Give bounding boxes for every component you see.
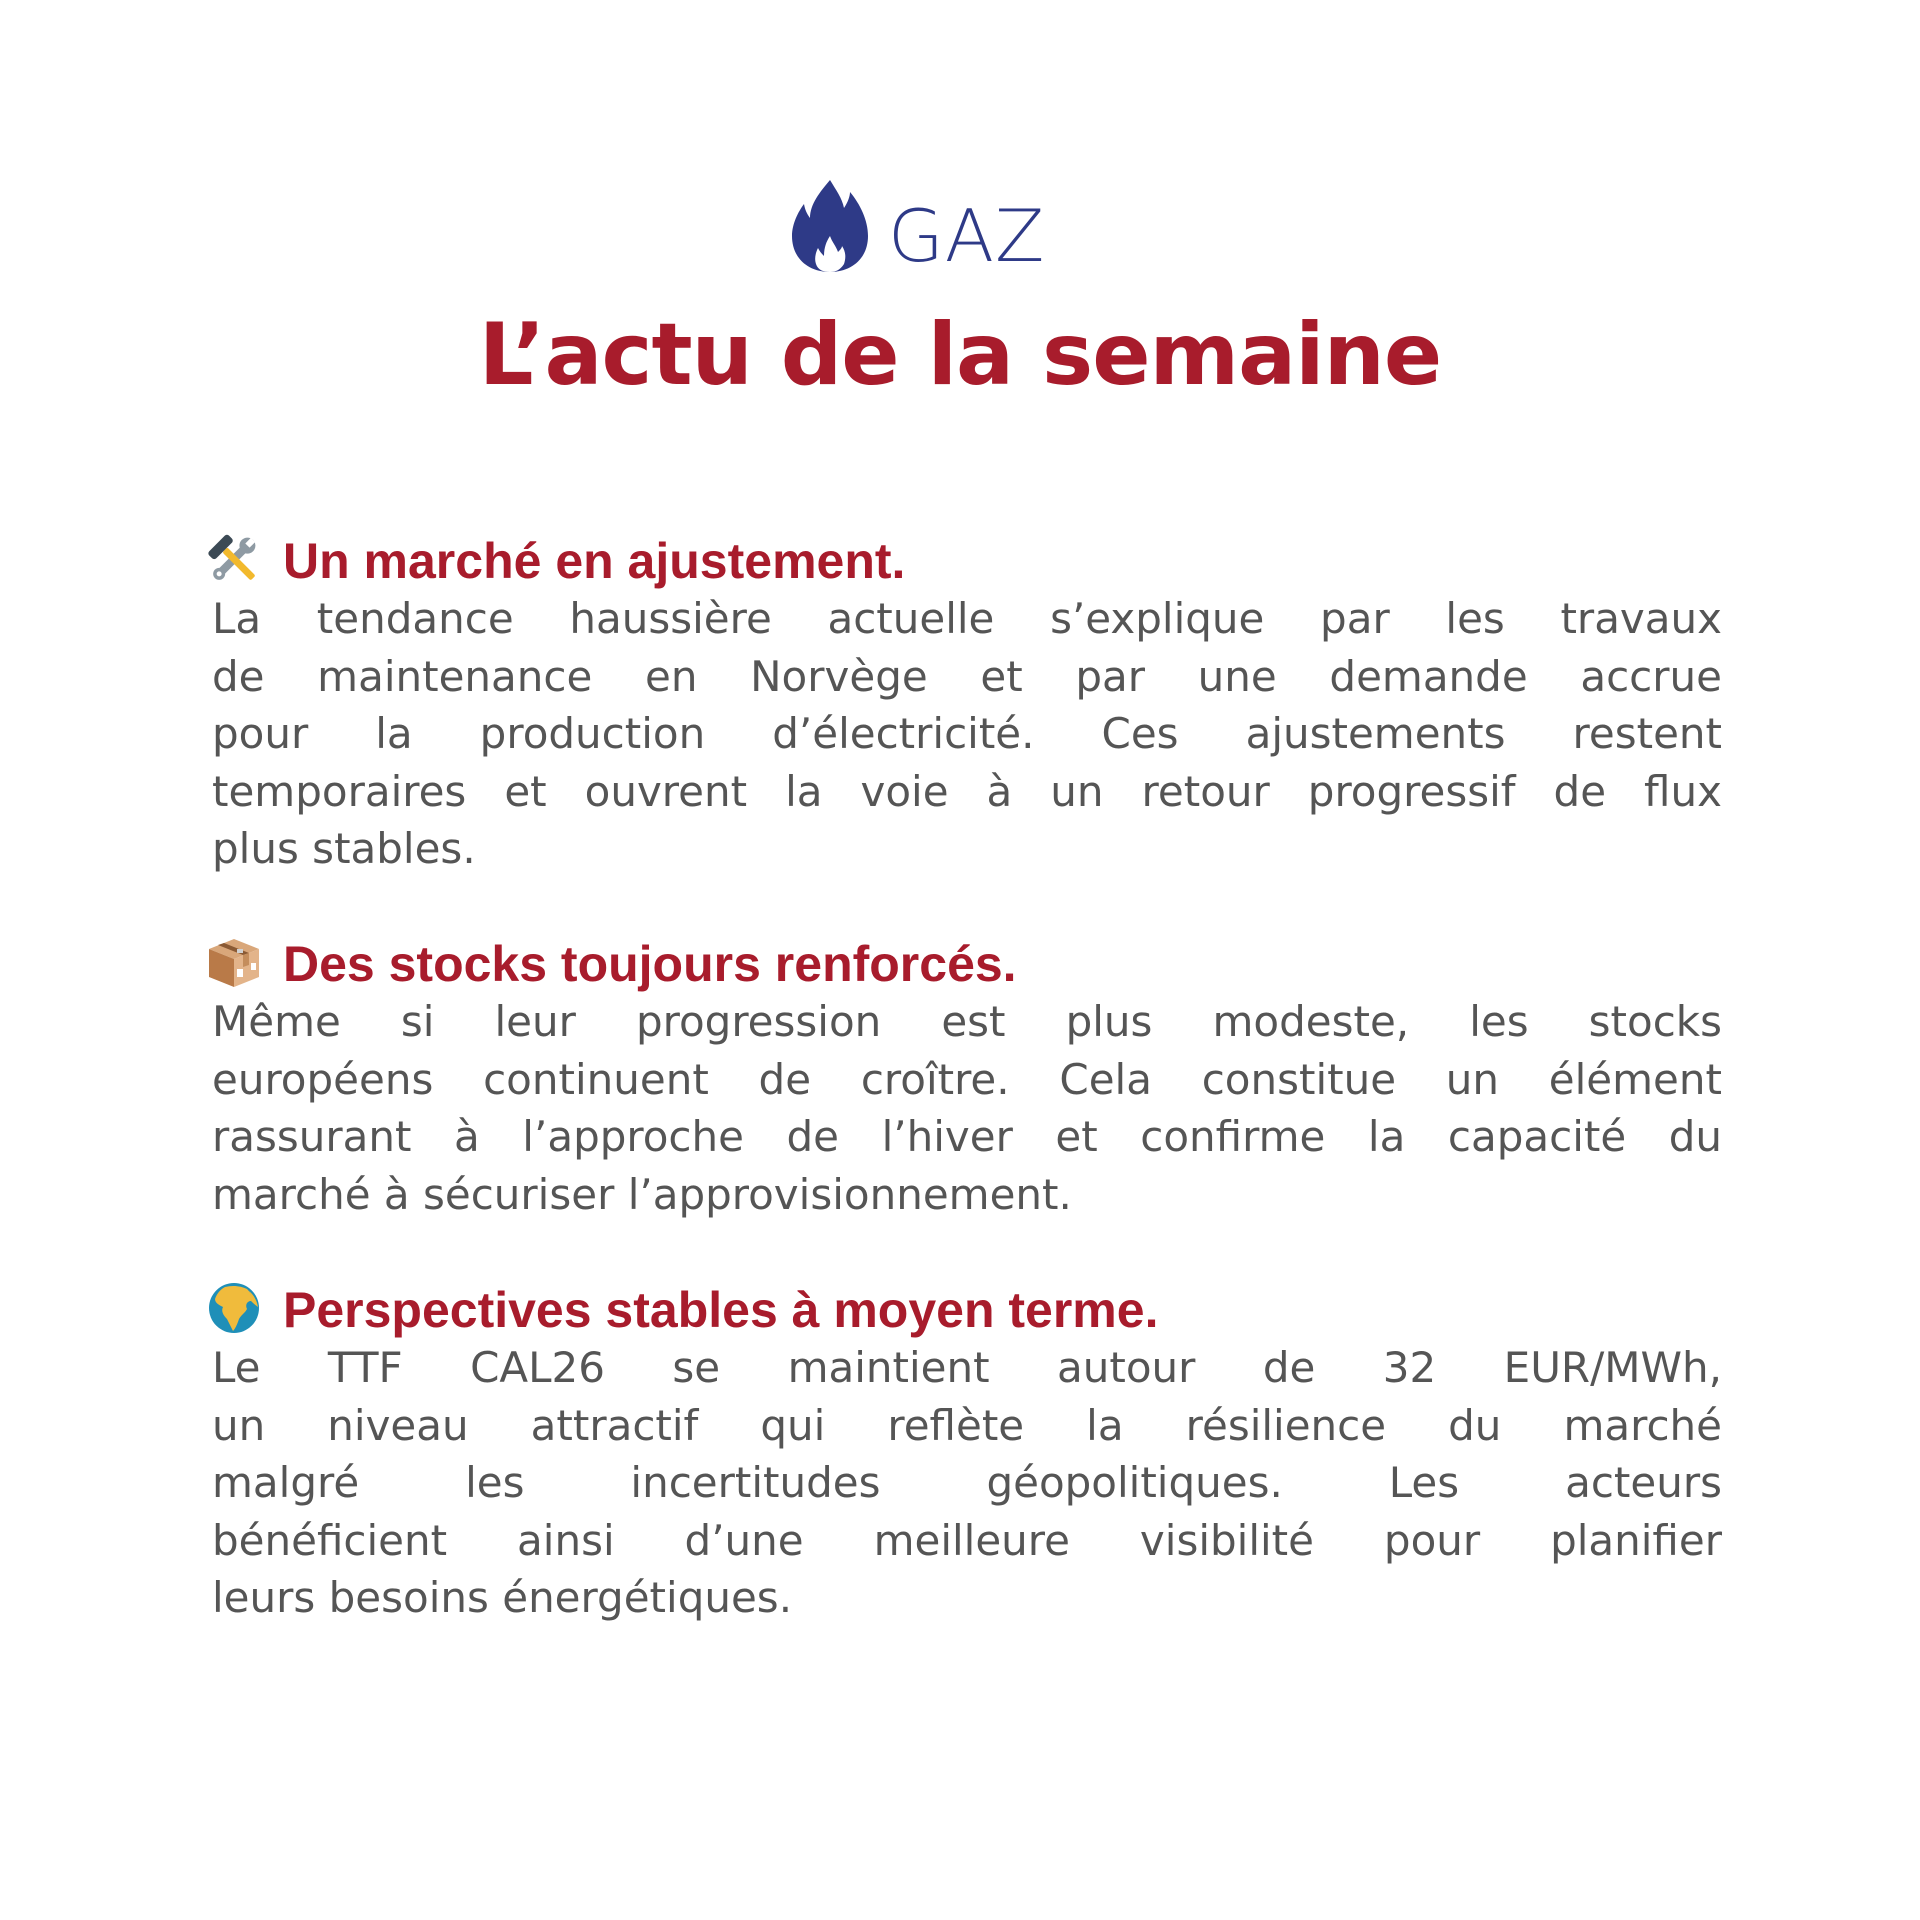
body-line: plus stables. bbox=[212, 824, 476, 873]
body-line: La tendance haussière actuelle s’explique par les travaux bbox=[212, 594, 1722, 643]
body-line: européens continuent de croître. Cela constitue un élément bbox=[212, 1054, 1722, 1104]
section-outlook bbox=[207, 1281, 1722, 1627]
body-line: marché à sécuriser l’approvisionnement. bbox=[212, 1169, 1072, 1219]
body-line: rassurant à l’approche de l’hiver et confirme la capacité du bbox=[212, 1112, 1722, 1161]
section-heading bbox=[207, 532, 1722, 590]
section-heading bbox=[207, 935, 1722, 993]
page-title: L’actu de la semaine bbox=[478, 305, 1442, 405]
body-line: temporaires et ouvrent la voie à un retour progressif de flux bbox=[212, 766, 1722, 816]
flame-icon bbox=[790, 180, 870, 274]
body-line: Le TTF CAL26 se maintient autour de 32 EUR/MWh, bbox=[212, 1343, 1722, 1392]
body-line: bénéficient ainsi d’une meilleure visibilité pour planifier bbox=[212, 1515, 1722, 1565]
body-line: malgré les incertitudes géopolitiques. Les acteurs bbox=[212, 1458, 1722, 1507]
section-title: Un marché en ajustement. bbox=[283, 533, 906, 589]
category-label: GAZ bbox=[888, 194, 1046, 278]
globe-europe-africa-icon bbox=[207, 1281, 261, 1335]
section-stocks bbox=[207, 935, 1722, 1223]
hammer-and-wrench-icon bbox=[207, 532, 261, 586]
body-line: Même si leur progression est plus modeste, les stocks bbox=[212, 997, 1722, 1046]
section-title: Perspectives stables à moyen terme. bbox=[283, 1282, 1159, 1338]
body-line: un niveau attractif qui reflète la résilience du marché bbox=[212, 1400, 1722, 1450]
body-line: leurs besoins énergétiques. bbox=[212, 1573, 793, 1622]
body-line: de maintenance en Norvège et par une demande accrue bbox=[212, 651, 1722, 701]
section-title: Des stocks toujours renforcés. bbox=[283, 936, 1017, 992]
body-line: pour la production d’électricité. Ces ajustements restent bbox=[212, 709, 1722, 758]
section-body bbox=[207, 993, 1722, 1223]
section-heading bbox=[207, 1281, 1722, 1339]
section-body bbox=[207, 1339, 1722, 1627]
section-body bbox=[207, 590, 1722, 878]
section-market-adjustment bbox=[207, 532, 1722, 878]
package-box-icon bbox=[207, 935, 261, 989]
